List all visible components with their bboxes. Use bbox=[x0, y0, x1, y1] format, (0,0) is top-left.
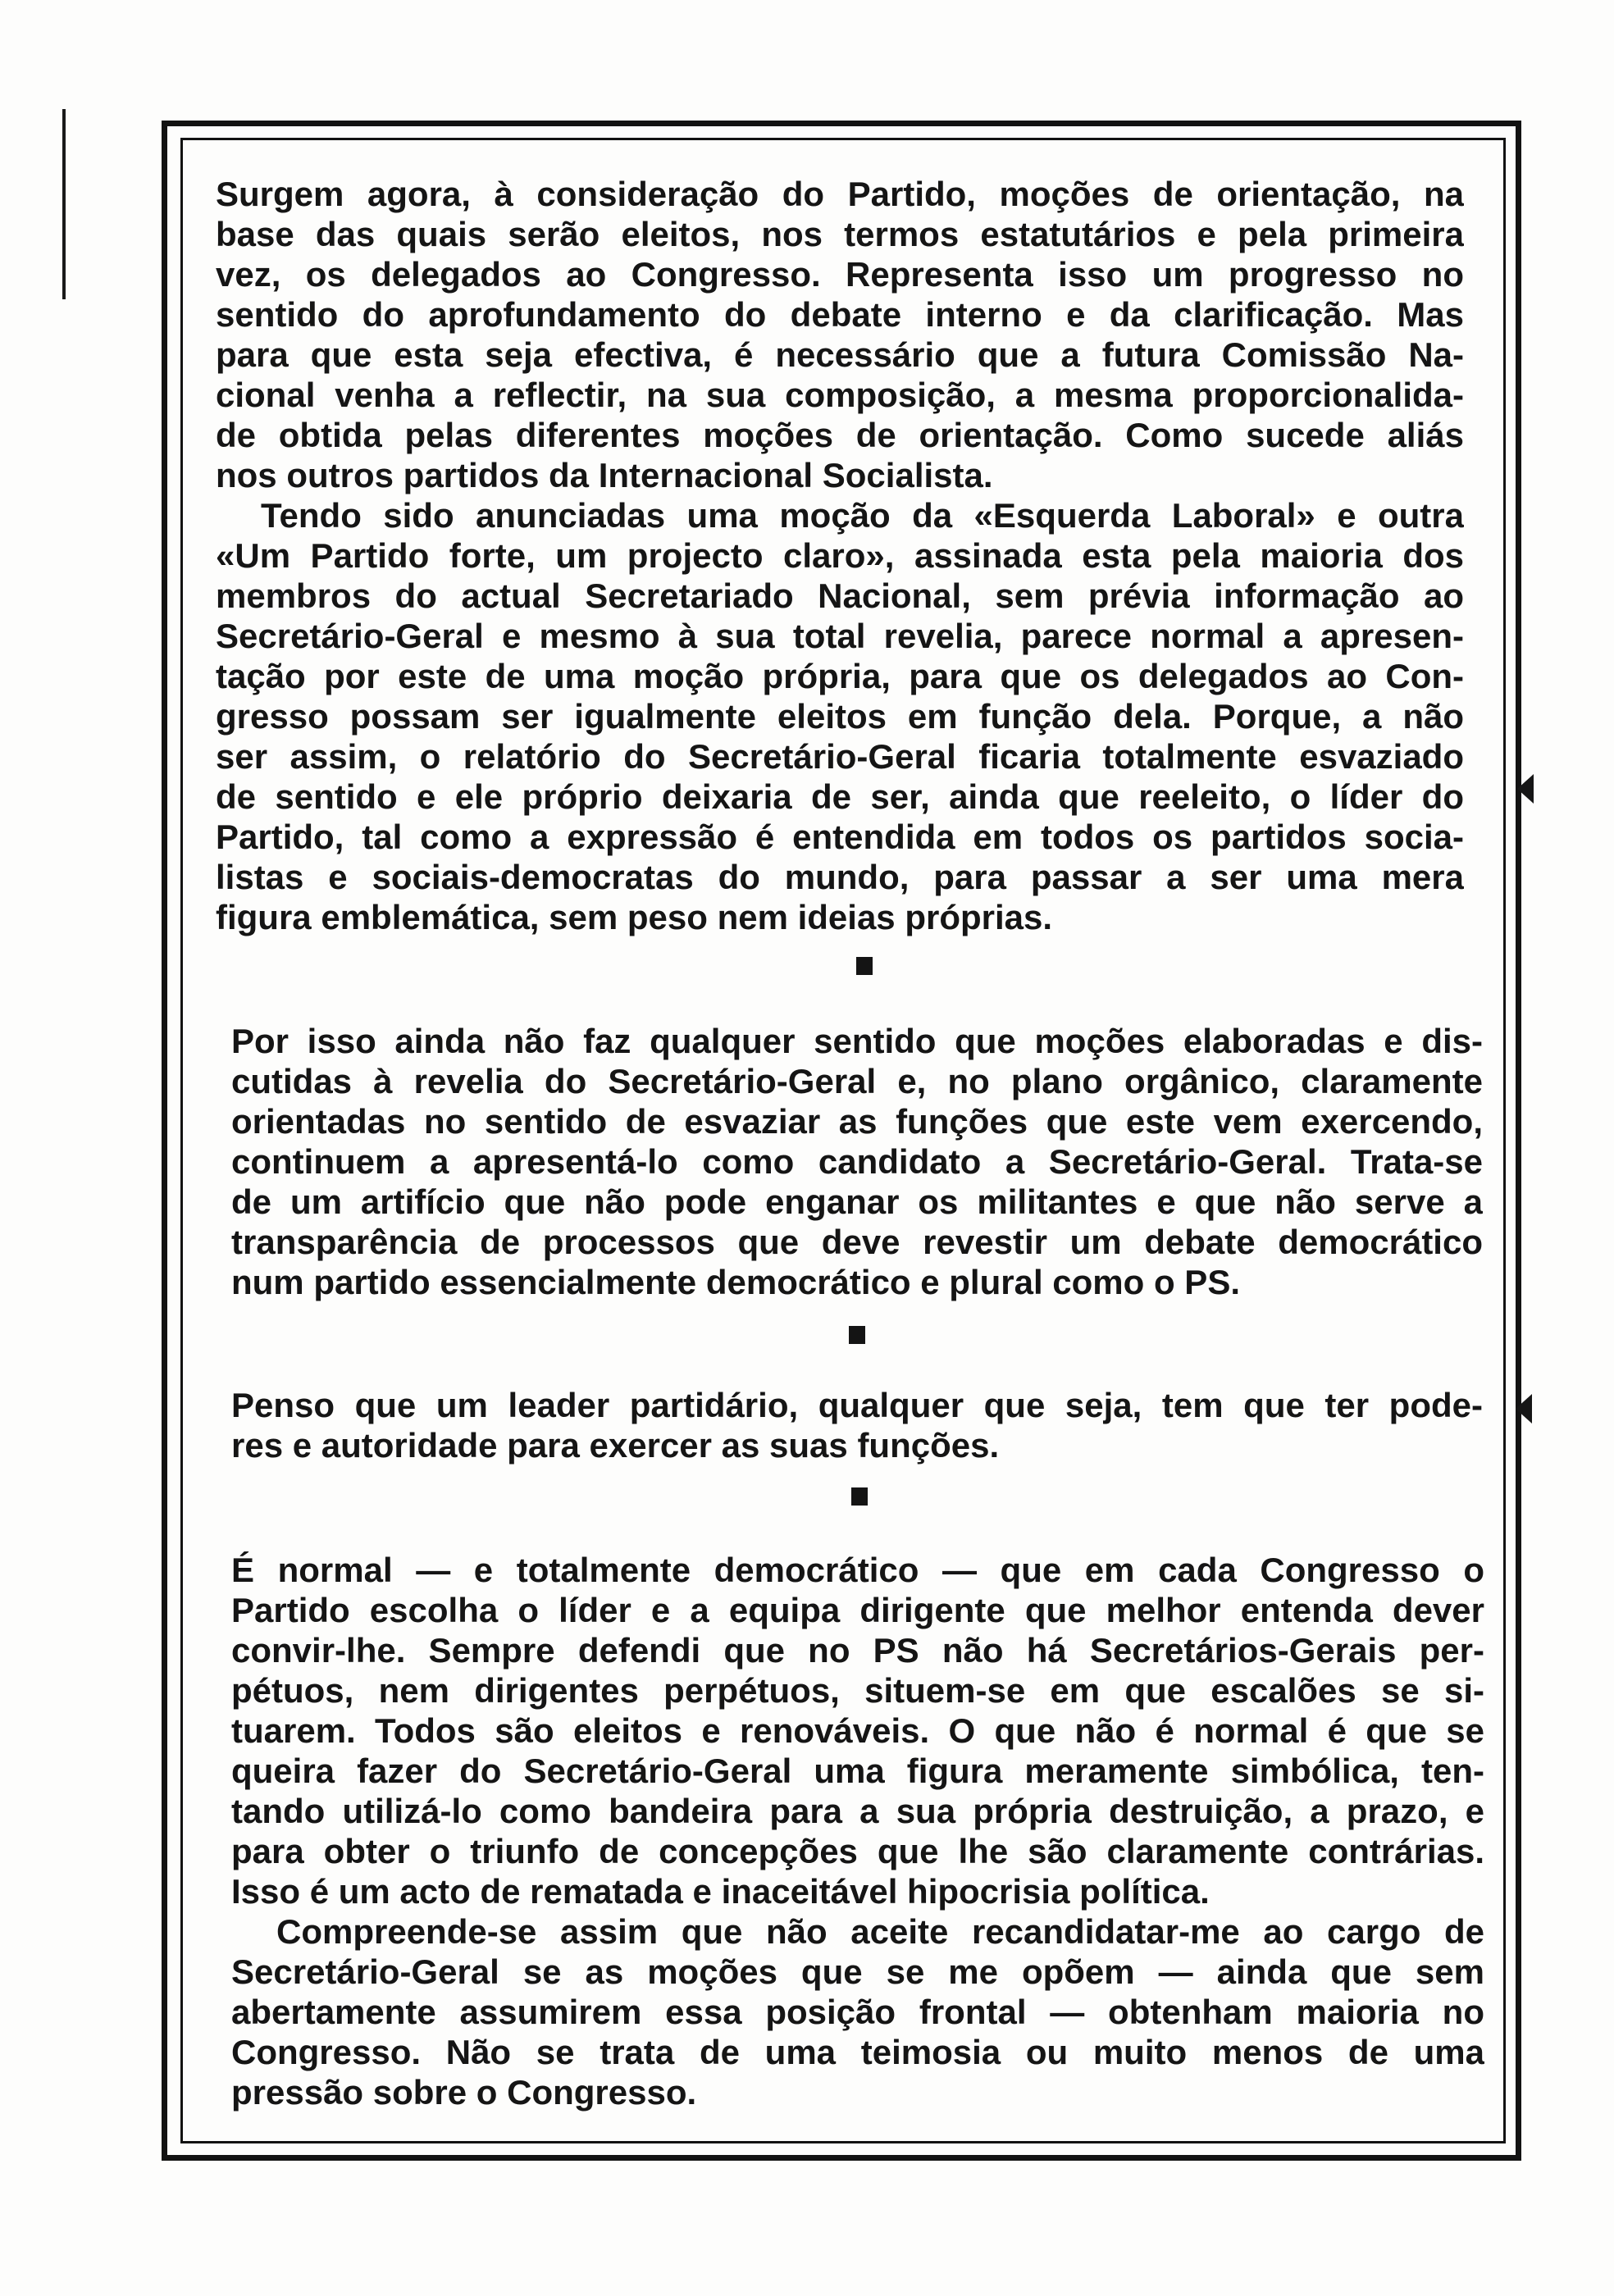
margin-scan-line bbox=[62, 109, 66, 299]
text-line: Por isso ainda não faz qualquer sentido que moções elaboradas e dis- bbox=[231, 1022, 1483, 1060]
text-line: Partido, tal como a expressão é entendida em todos os partidos socia- bbox=[216, 818, 1464, 856]
text-line: tuarem. Todos são eleitos e renováveis. O que não é normal é que se bbox=[231, 1711, 1484, 1750]
text-line: tando utilizá-lo como bandeira para a sua própria destruição, a prazo, e bbox=[231, 1792, 1484, 1830]
text-line: queira fazer do Secretário-Geral uma figura meramente simbólica, ten- bbox=[231, 1752, 1484, 1790]
paragraph-6 bbox=[231, 1911, 1484, 2112]
text-line: Congresso. Não se trata de uma teimosia ou muito menos de uma bbox=[231, 2033, 1484, 2071]
text-line: para obter o triunfo de concepções que lhe são claramente contrárias. bbox=[231, 1832, 1484, 1870]
paragraph-2 bbox=[216, 495, 1464, 937]
text-line: vez, os delegados ao Congresso. Representa isso um progresso no bbox=[216, 255, 1464, 294]
text-line: membros do actual Secretariado Nacional, sem prévia informação ao bbox=[216, 576, 1464, 615]
section-separator-square bbox=[849, 1326, 865, 1344]
text-line: «Um Partido forte, um projecto claro», assinada esta pela maioria dos bbox=[216, 536, 1464, 575]
text-line: Secretário-Geral e mesmo à sua total revelia, parece normal a apresen- bbox=[216, 617, 1464, 655]
text-line: Penso que um leader partidário, qualquer que seja, tem que ter pode- bbox=[231, 1386, 1483, 1424]
text-line: pétuos, nem dirigentes perpétuos, situem-se em que escalões se si- bbox=[231, 1671, 1484, 1710]
text-line: figura emblemática, sem peso nem ideias próprias. bbox=[216, 898, 1053, 936]
text-line: cutidas à revelia do Secretário-Geral e, no plano orgânico, claramente bbox=[231, 1062, 1483, 1100]
text-line: Tendo sido anunciadas uma moção da «Esquerda Laboral» e outra bbox=[261, 496, 1464, 535]
text-line: convir-lhe. Sempre defendi que no PS não há Secretários-Gerais per- bbox=[231, 1631, 1484, 1670]
section-separator-square bbox=[851, 1487, 868, 1506]
scan-mark bbox=[1517, 774, 1534, 804]
text-line: para que esta seja efectiva, é necessário que a futura Comissão Na- bbox=[216, 335, 1464, 374]
section-separator-square bbox=[856, 957, 873, 975]
text-line: gresso possam ser igualmente eleitos em função dela. Porque, a não bbox=[216, 697, 1464, 736]
text-line: É normal — e totalmente democrático — que em cada Congresso o bbox=[231, 1551, 1484, 1589]
paragraph-3 bbox=[231, 1021, 1483, 1302]
text-line: Compreende-se assim que não aceite recandidatar-me ao cargo de bbox=[276, 1912, 1484, 1951]
text-block-intro bbox=[216, 174, 1464, 937]
text-line: num partido essencialmente democrático e plural como o PS. bbox=[231, 1263, 1240, 1301]
text-line: transparência de processos que deve revestir um debate democrático bbox=[231, 1223, 1483, 1261]
text-line: continuem a apresentá-lo como candidato a Secretário-Geral. Trata-se bbox=[231, 1142, 1483, 1181]
text-line: pressão sobre o Congresso. bbox=[231, 2073, 697, 2112]
text-line: base das quais serão eleitos, nos termos estatutários e pela primeira bbox=[216, 215, 1464, 253]
text-line: de um artifício que não pode enganar os militantes e que não serve a bbox=[231, 1182, 1483, 1221]
text-line: Partido escolha o líder e a equipa dirigente que melhor entenda dever bbox=[231, 1591, 1484, 1629]
text-line: res e autoridade para exercer as suas funções. bbox=[231, 1426, 1000, 1465]
text-line: de sentido e ele próprio deixaria de ser, ainda que reeleito, o líder do bbox=[216, 777, 1464, 816]
paragraph-1 bbox=[216, 174, 1464, 495]
text-line: de obtida pelas diferentes moções de orientação. Como sucede aliás bbox=[216, 416, 1464, 454]
text-line: cional venha a reflectir, na sua composição, a mesma proporcionalida- bbox=[216, 376, 1464, 414]
text-line: listas e sociais-democratas do mundo, para passar a ser uma mera bbox=[216, 858, 1464, 896]
text-line: Isso é um acto de rematada e inaceitável hipocrisia política. bbox=[231, 1872, 1210, 1911]
text-line: Secretário-Geral se as moções que se me opõem — ainda que sem bbox=[231, 1952, 1484, 1991]
text-line: sentido do aprofundamento do debate interno e da clarificação. Mas bbox=[216, 295, 1464, 334]
text-line: nos outros partidos da Internacional Socialista. bbox=[216, 456, 993, 494]
text-line: tação por este de uma moção própria, para que os delegados ao Con- bbox=[216, 657, 1464, 695]
text-line: ser assim, o relatório do Secretário-Geral ficaria totalmente esvaziado bbox=[216, 737, 1464, 776]
text-line: Surgem agora, à consideração do Partido, moções de orientação, na bbox=[216, 175, 1464, 213]
text-block-conclusion bbox=[231, 1550, 1484, 2112]
text-line: orientadas no sentido de esvaziar as funções que este vem exercendo, bbox=[231, 1102, 1483, 1141]
paragraph-5 bbox=[231, 1550, 1484, 1911]
paragraph-4 bbox=[231, 1385, 1483, 1465]
text-line: abertamente assumirem essa posição frontal — obtenham maioria no bbox=[231, 1993, 1484, 2031]
scan-mark bbox=[1516, 1394, 1532, 1424]
